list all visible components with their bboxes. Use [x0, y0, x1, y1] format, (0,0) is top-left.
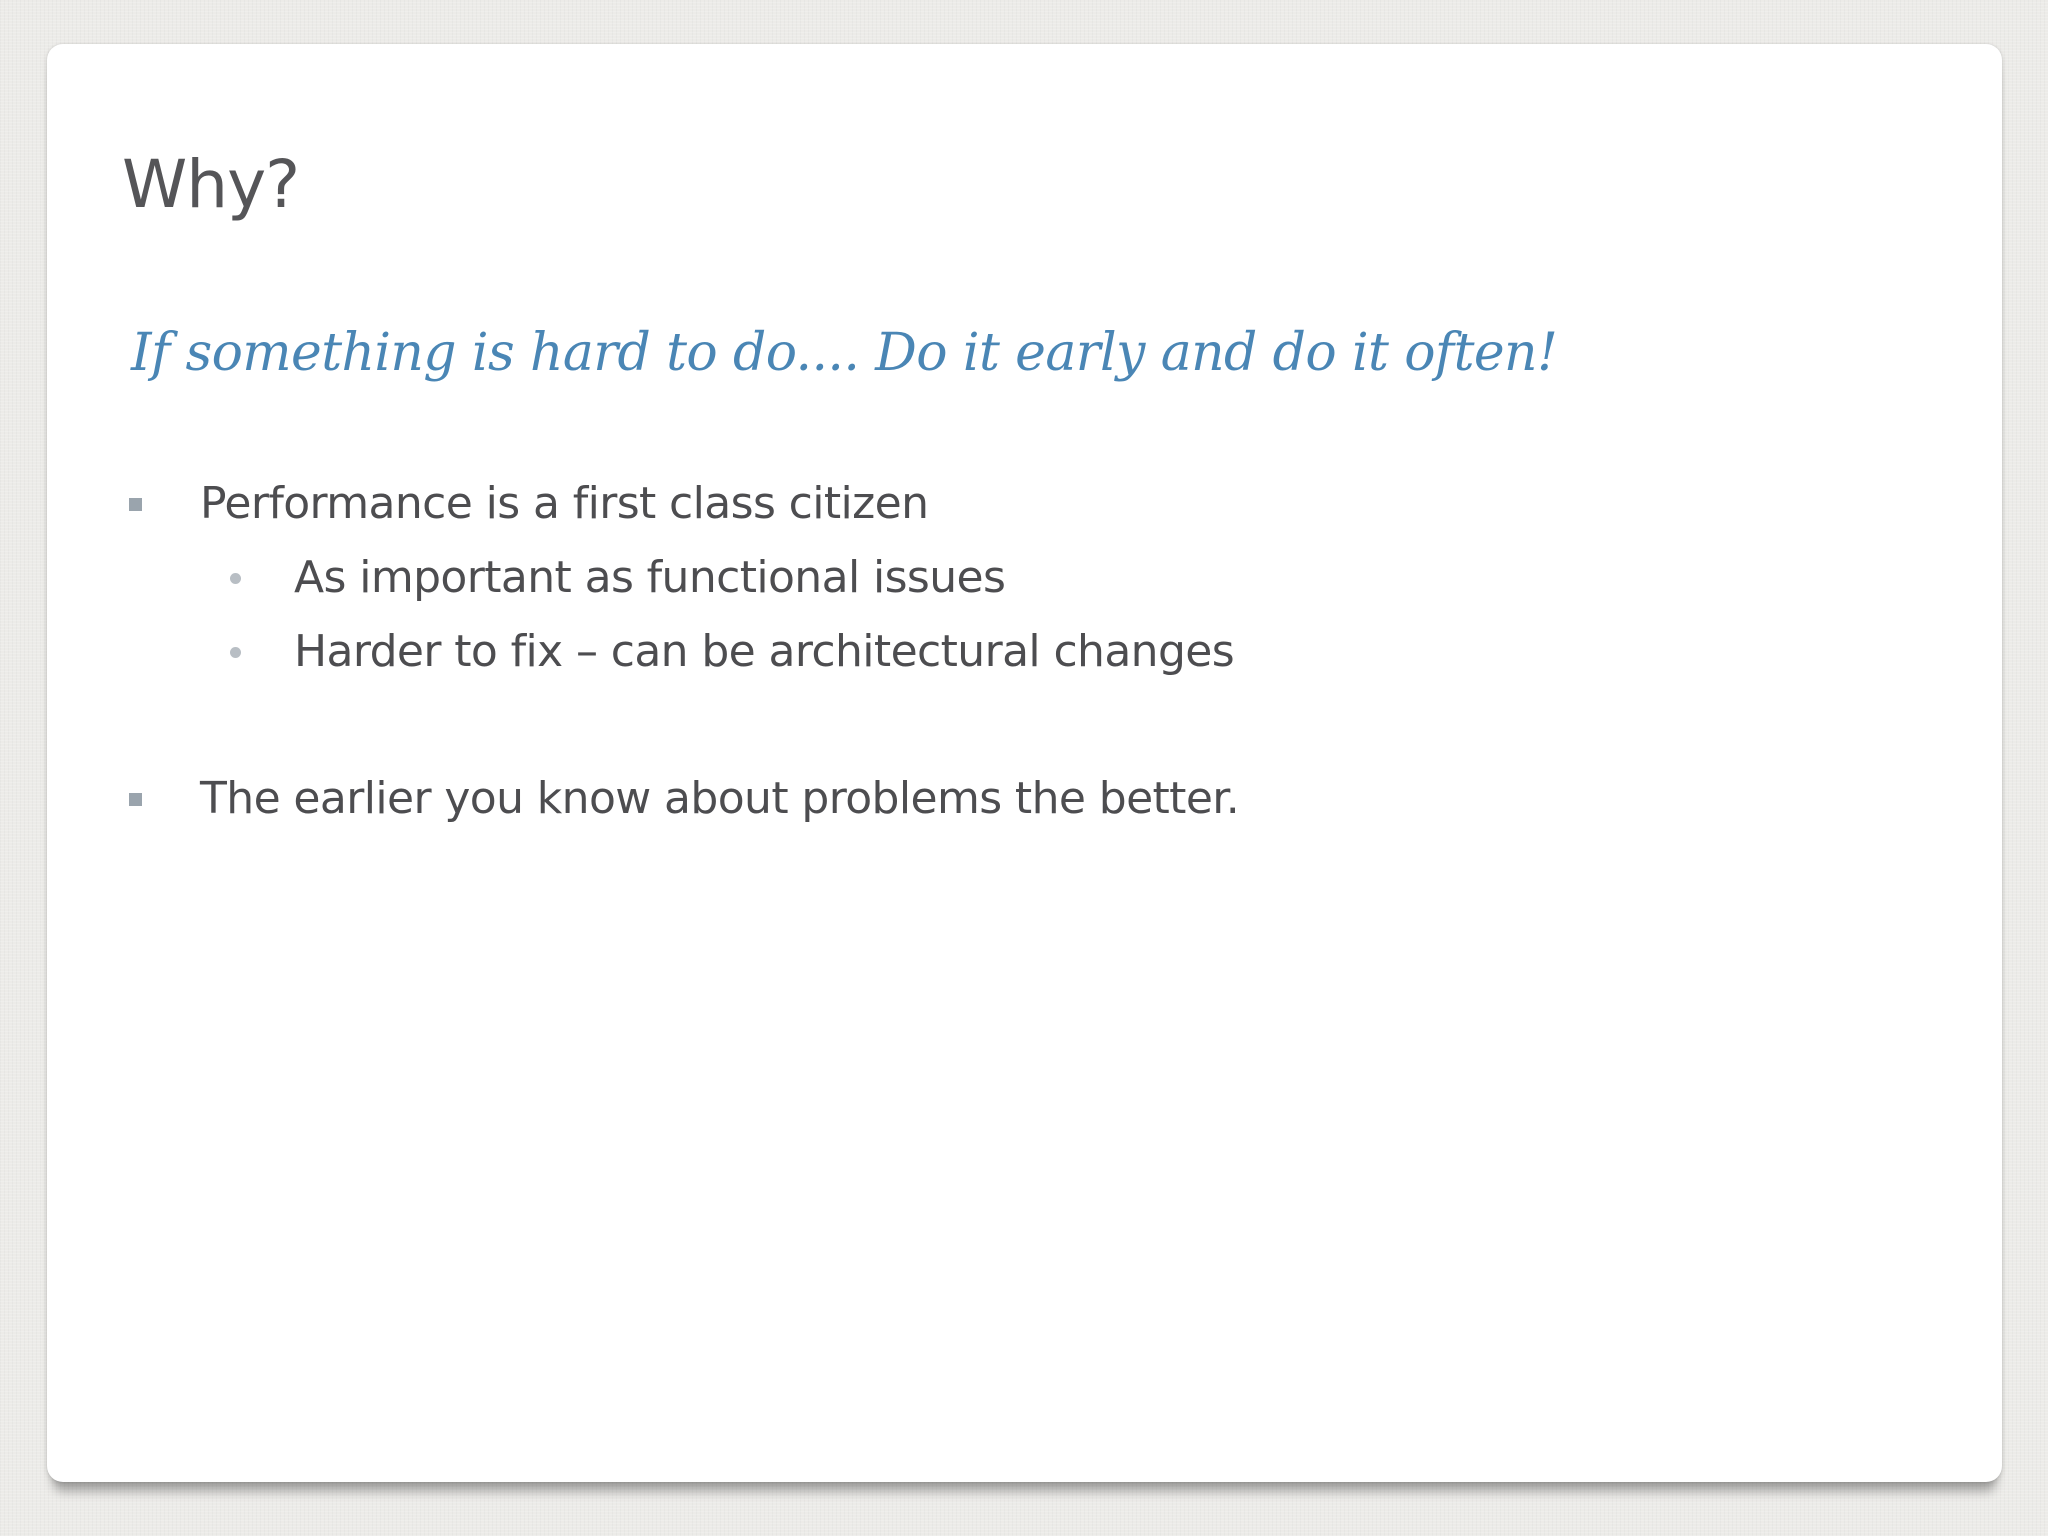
- bullet-item-2: [129, 769, 1239, 829]
- sub-bullet-item-1: [230, 548, 1005, 608]
- round-bullet-icon: [230, 647, 241, 658]
- sub-bullet-item-2: [230, 622, 1234, 682]
- slide: [47, 44, 2002, 1482]
- slide-title: Why?: [122, 146, 300, 223]
- quote-text: If something is hard to do.... Do it early and do it often!: [131, 323, 1558, 383]
- round-bullet-icon: [230, 573, 241, 584]
- sub-bullet-text: Harder to fix – can be architectural changes: [294, 626, 1235, 677]
- bullet-text: The earlier you know about problems the better.: [200, 773, 1240, 824]
- sub-bullet-text: As important as functional issues: [294, 552, 1006, 603]
- bullet-text: Performance is a first class citizen: [200, 478, 929, 529]
- square-bullet-icon: [129, 498, 142, 511]
- square-bullet-icon: [129, 793, 142, 806]
- bullet-item-1: [129, 474, 928, 534]
